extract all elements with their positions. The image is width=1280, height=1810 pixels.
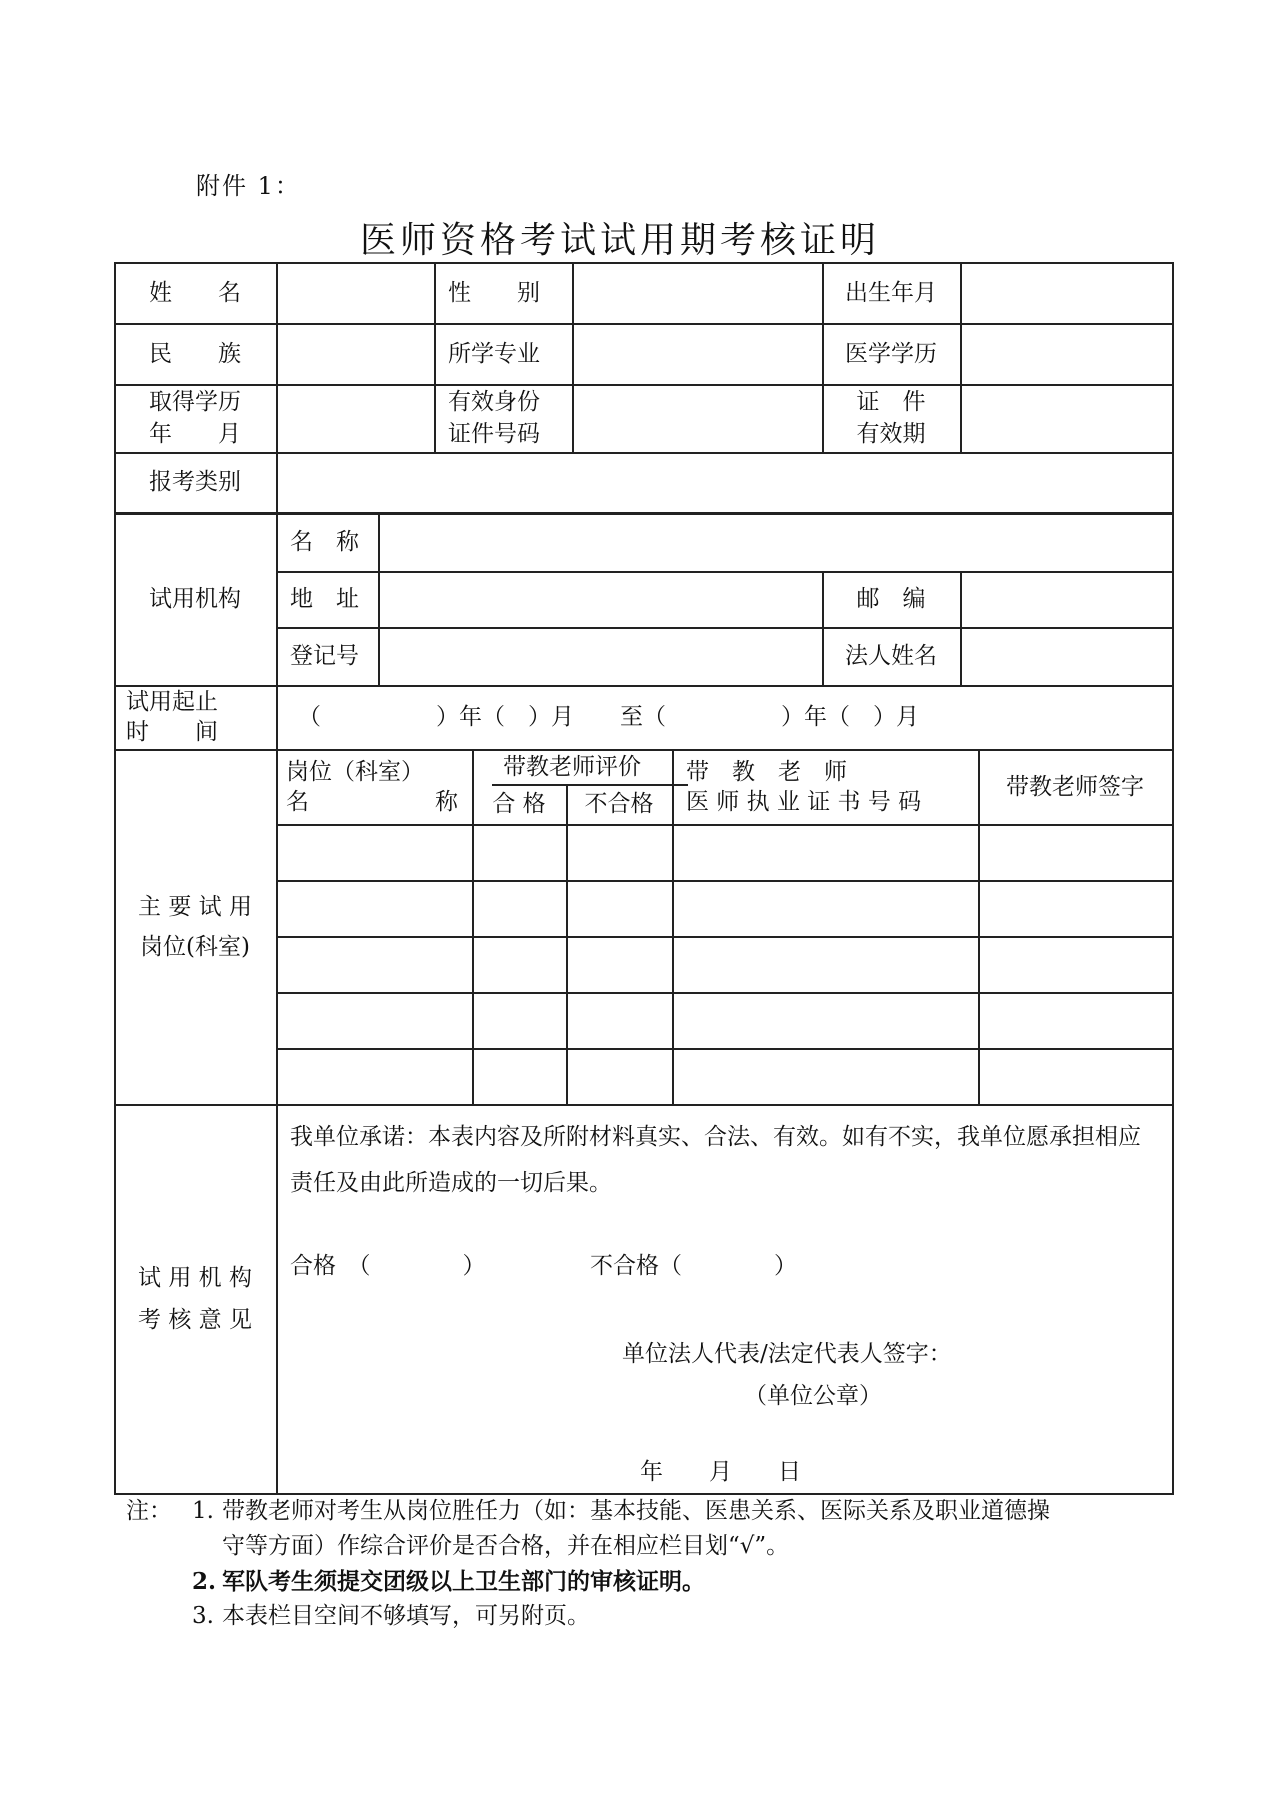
institution-opinion-label-line2: 考 核 意 见 [138, 1306, 252, 1333]
post-name-header-line1: 岗位（科室） [286, 758, 424, 785]
legal-representative-signature-label: 单位法人代表/法定代表人签字： [622, 1341, 952, 1367]
exam-category-label: 报考类别 [149, 469, 241, 495]
unit-seal-label: （单位公章） [744, 1383, 882, 1409]
post-row[interactable] [276, 992, 1172, 1048]
trial-period-label-line1: 试用起止 [126, 689, 218, 715]
opinion-fail-option[interactable]: 不合格（ ） [590, 1253, 797, 1279]
name-field[interactable] [276, 262, 434, 323]
id-validity-label-line1: 证 件 [856, 389, 926, 415]
institution-pledge-text: 我单位承诺：本表内容及所附材料真实、合法、有效。如有不实，我单位愿承担相应责任及由此所造成的一切后果。 [290, 1124, 1141, 1196]
degree-date-label-line1: 取得学历 [149, 389, 241, 415]
zip-code-label: 邮 编 [856, 586, 926, 612]
degree-date-label-line2: 年 月 [149, 421, 241, 447]
opinion-pass-option[interactable]: 合格 （ ） [290, 1253, 486, 1279]
notes-section [126, 1494, 1186, 1634]
degree-field[interactable] [960, 323, 1172, 384]
note-item: 注： 1. 带教老师对考生从岗位胜任力（如：基本技能、医患关系、医际关系及职业道德操 [126, 1494, 1186, 1529]
exam-category-field[interactable] [276, 452, 1172, 512]
teacher-license-header-line2: 医 师 执 业 证 书 号 码 [686, 788, 922, 815]
main-posts-label [114, 749, 276, 1104]
notes-label: 注： [126, 1498, 172, 1524]
birth-date-field[interactable] [960, 262, 1172, 323]
fail-header: 不合格 [584, 791, 654, 817]
attachment-label: 附件 1： [196, 172, 301, 200]
id-number-label-line1: 有效身份 [448, 389, 540, 415]
degree-date-label [114, 384, 276, 452]
ethnicity-field[interactable] [276, 323, 434, 384]
trial-period-label-line2: 时 间 [126, 719, 218, 745]
trial-period-label [126, 685, 276, 749]
pass-header: 合 格 [492, 791, 546, 817]
trial-period-field[interactable]: （ ）年（ ）月 至（ ）年（ ）月 [298, 704, 919, 730]
institution-label: 试用机构 [149, 585, 241, 612]
registration-number-field[interactable] [378, 627, 822, 685]
gender-field[interactable] [572, 262, 822, 323]
main-posts-label-line2: 岗位(科室) [140, 933, 250, 960]
gender-label: 性 别 [448, 279, 540, 306]
id-validity-label [822, 384, 960, 452]
major-label: 所学专业 [448, 340, 540, 367]
id-number-field[interactable] [572, 384, 822, 452]
major-field[interactable] [572, 323, 822, 384]
post-name-header-line2: 名 称 [286, 788, 458, 815]
teacher-license-header-line1: 带 教 老 师 [686, 758, 847, 785]
legal-person-field[interactable] [960, 627, 1172, 685]
post-name-header [286, 749, 464, 824]
id-validity-label-line2: 有效期 [856, 421, 926, 447]
registration-number-label: 登记号 [290, 643, 359, 669]
institution-opinion-label [114, 1104, 276, 1493]
post-row[interactable] [276, 880, 1172, 936]
id-validity-field[interactable] [960, 384, 1172, 452]
teacher-signature-header: 带教老师签字 [1006, 773, 1144, 800]
institution-name-field[interactable] [378, 512, 1172, 571]
institution-name-label: 名 称 [290, 528, 359, 555]
institution-address-field[interactable] [378, 571, 822, 627]
teacher-evaluation-header: 带教老师评价 [503, 753, 641, 780]
teacher-license-header [686, 749, 970, 824]
ethnicity-label: 民 族 [149, 340, 241, 367]
note-item-continuation: 守等方面）作综合评价是否合格，并在相应栏目划“√”。 [222, 1533, 790, 1559]
id-number-label-line2: 证件号码 [448, 421, 540, 447]
assessment-form-table [114, 262, 1174, 1494]
birth-date-label: 出生年月 [845, 279, 937, 306]
institution-address-label: 地 址 [290, 586, 359, 612]
id-number-label [448, 384, 572, 452]
post-row[interactable] [276, 1048, 1172, 1104]
degree-date-field[interactable] [276, 384, 434, 452]
zip-code-field[interactable] [960, 571, 1172, 627]
institution-opinion-label-line1: 试 用 机 构 [138, 1264, 252, 1291]
name-label: 姓 名 [149, 279, 241, 306]
note-item: 2. 军队考生须提交团级以上卫生部门的审核证明。 [192, 1568, 705, 1595]
main-posts-label-line1: 主 要 试 用 [138, 893, 252, 920]
post-row[interactable] [276, 936, 1172, 992]
opinion-date-label[interactable]: 年 月 日 [640, 1459, 801, 1485]
page-title: 医师资格考试试用期考核证明 [359, 220, 880, 261]
post-row[interactable] [276, 824, 1172, 880]
note-item: 3. 本表栏目空间不够填写，可另附页。 [192, 1603, 590, 1629]
legal-person-label: 法人姓名 [845, 643, 937, 669]
degree-label: 医学学历 [845, 340, 937, 367]
